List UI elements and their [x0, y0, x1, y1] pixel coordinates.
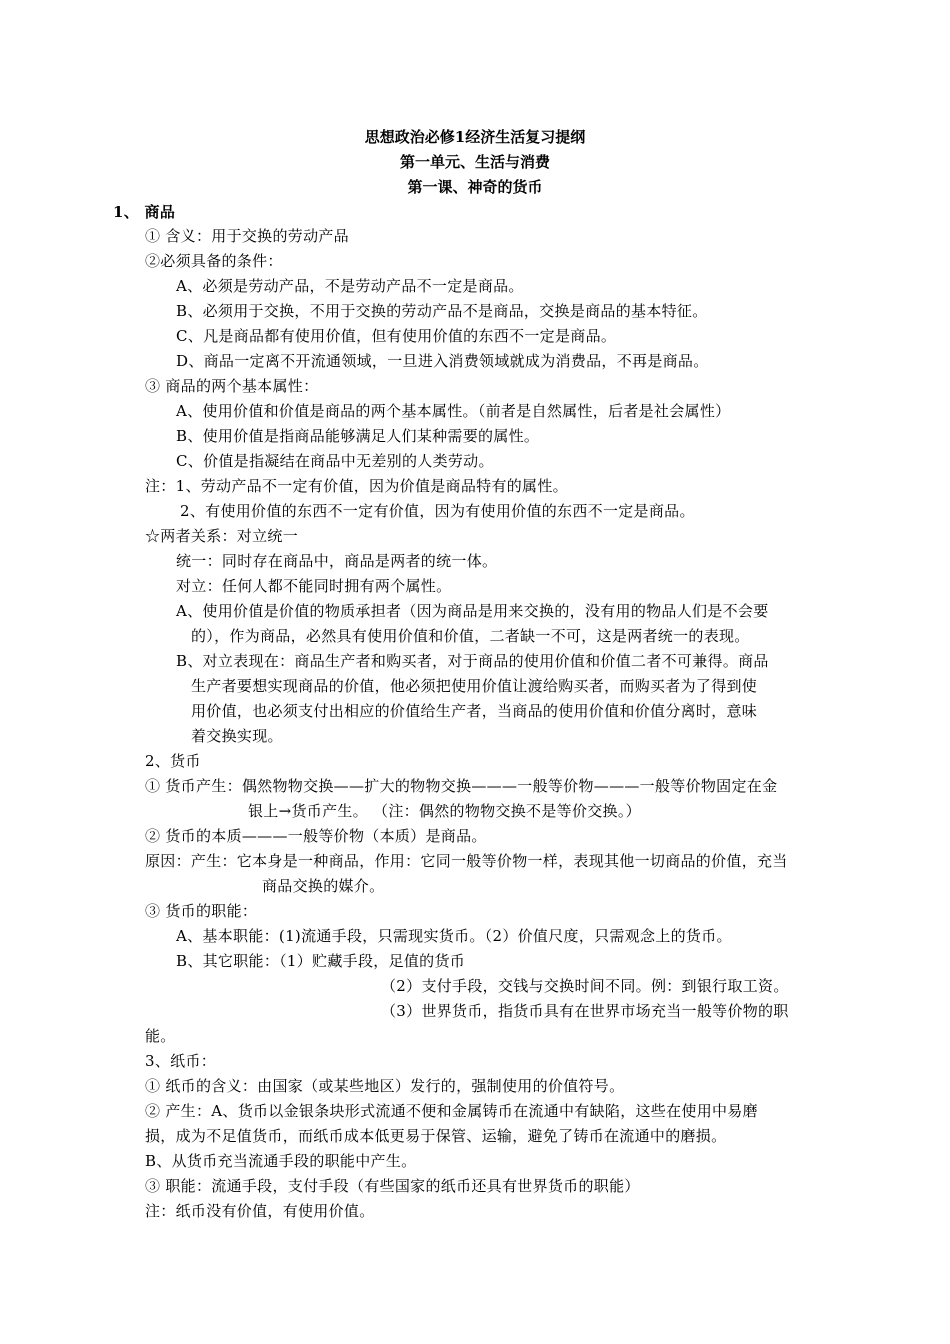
text-line: A、基本职能：(1)流通手段，只需现实货币。（2）价值尺度，只需观念上的货币。 — [176, 927, 732, 945]
text-line: 能。 — [145, 1027, 176, 1045]
text-line: 着交换实现。 — [191, 727, 283, 745]
text-line: ② 产生：A、货币以金银条块形式流通不便和金属铸币在流通中有缺陷，这些在使用中易磨 — [145, 1102, 758, 1120]
text-line: 用价值，也必须支付出相应的价值给生产者，当商品的使用价值和价值分离时，意味 — [191, 702, 758, 720]
text-line: B、对立表现在：商品生产者和购买者，对于商品的使用价值和价值二者不可兼得。商品 — [176, 652, 769, 670]
text-line: C、凡是商品都有使用价值，但有使用价值的东西不一定是商品。 — [176, 327, 617, 345]
text-line: （2）支付手段，交钱与交换时间不同。例：到银行取工资。 — [381, 977, 789, 995]
document-title: 思想政治必修1经济生活复习提纲 — [364, 128, 586, 146]
text-line: 商品交换的媒介。 — [262, 877, 385, 895]
section-heading-commodity: 1、 商品 — [113, 203, 176, 221]
text-line: ③ 职能：流通手段，支付手段（有些国家的纸币还具有世界货币的职能） — [145, 1177, 640, 1195]
text-line: B、其它职能：（1）贮藏手段，足值的货币 — [176, 952, 466, 970]
text-line: D、商品一定离不开流通领域，一旦进入消费领域就成为消费品，不再是商品。 — [176, 352, 709, 370]
text-line: 原因：产生：它本身是一种商品，作用：它同一般等价物一样，表现其他一切商品的价值，充当 — [145, 852, 788, 870]
text-line: 对立：任何人都不能同时拥有两个属性。 — [176, 577, 452, 595]
text-line: A、使用价值是价值的物质承担者（因为商品是用来交换的，没有用的物品人们是不会要 — [176, 602, 769, 620]
text-line: 的），作为商品，必然具有使用价值和价值，二者缺一不可，这是两者统一的表现。 — [191, 627, 750, 645]
unit-title: 第一单元、生活与消费 — [399, 153, 550, 171]
text-line: A、必须是劳动产品，不是劳动产品不一定是商品。 — [176, 277, 524, 295]
section-heading-paper-money: 3、纸币： — [145, 1052, 217, 1070]
text-line: B、必须用于交换，不用于交换的劳动产品不是商品，交换是商品的基本特征。 — [176, 302, 708, 320]
text-line: 统一：同时存在商品中，商品是两者的统一体。 — [176, 552, 498, 570]
note-line: 注：1、劳动产品不一定有价值，因为价值是商品特有的属性。 — [145, 477, 568, 495]
text-line: （3）世界货币，指货币具有在世界市场充当一般等价物的职 — [381, 1002, 789, 1020]
text-line: 银上→货币产生。 （注：偶然的物物交换不是等价交换。） — [248, 802, 641, 820]
note-line: 2、有使用价值的东西不一定有价值，因为有使用价值的东西不一定是商品。 — [180, 502, 695, 520]
text-line: ③ 货币的职能： — [145, 902, 258, 920]
lesson-title: 第一课、神奇的货币 — [407, 178, 543, 196]
text-line: C、价值是指凝结在商品中无差别的人类劳动。 — [176, 452, 494, 470]
text-line: A、使用价值和价值是商品的两个基本属性。（前者是自然属性，后者是社会属性） — [176, 402, 731, 420]
text-line: ① 纸币的含义：由国家（或某些地区）发行的，强制使用的价值符号。 — [145, 1077, 625, 1095]
section-heading-currency: 2、货币 — [145, 752, 201, 770]
text-line: 生产者要想实现商品的价值，他必须把使用价值让渡给购买者，而购买者为了得到使 — [191, 677, 758, 695]
text-line: B、从货币充当流通手段的职能中产生。 — [145, 1152, 417, 1170]
text-line: ②必须具备的条件： — [145, 252, 283, 270]
text-line: ☆两者关系：对立统一 — [145, 527, 299, 545]
text-line: 损，成为不足值货币，而纸币成本低更易于保管、运输，避免了铸币在流通中的磨损。 — [145, 1127, 727, 1145]
text-line: ① 货币产生：偶然物物交换——扩大的物物交换———一般等价物———一般等价物固定在金 — [145, 777, 778, 795]
note-line: 注：纸币没有价值，有使用价值。 — [145, 1202, 375, 1220]
text-line: B、使用价值是指商品能够满足人们某种需要的属性。 — [176, 427, 540, 445]
text-line: ① 含义：用于交换的劳动产品 — [145, 227, 349, 245]
text-line: ② 货币的本质———一般等价物（本质）是商品。 — [145, 827, 487, 845]
text-line: ③ 商品的两个基本属性： — [145, 377, 319, 395]
